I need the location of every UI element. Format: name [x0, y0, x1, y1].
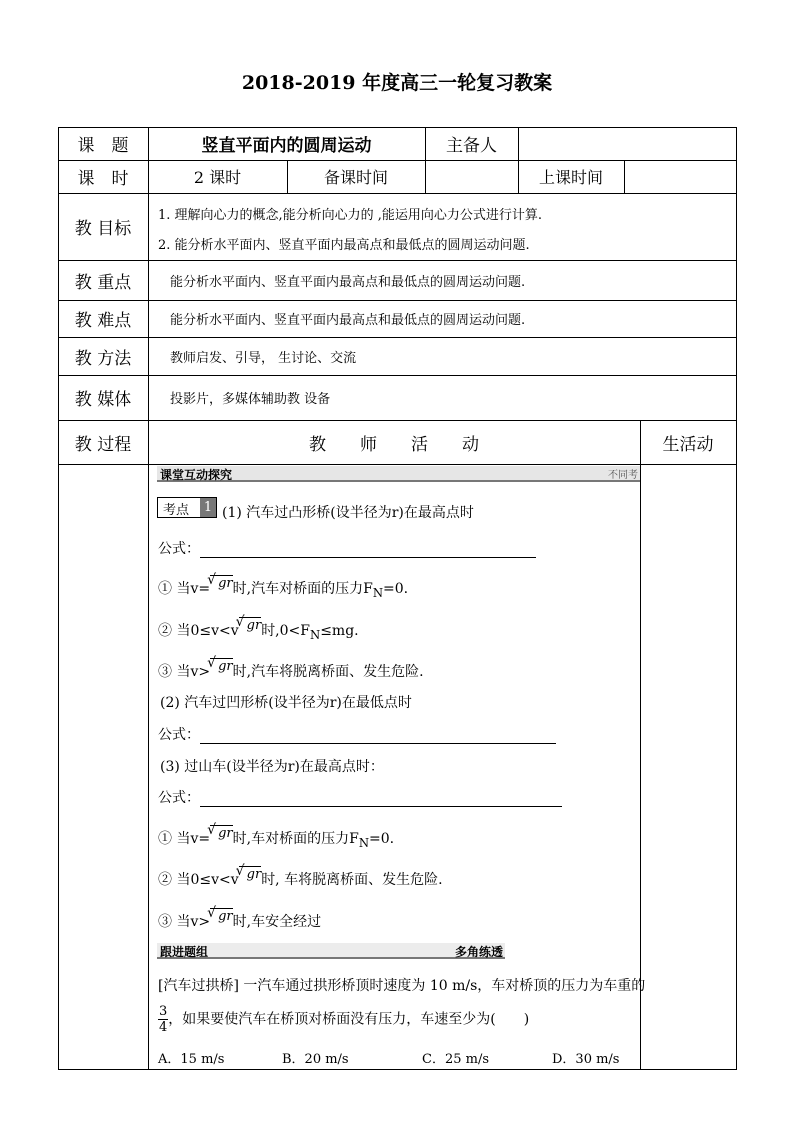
- goal-item: 2. 能分析水平面内、竖直平面内最高点和最低点的圆周运动问题.: [158, 238, 530, 253]
- difficulties-text: 能分析水平面内、竖直平面内最高点和最低点的圆周运动问题.: [170, 313, 526, 328]
- sqrt-gr: √ gr: [239, 617, 262, 633]
- sqrt-gr: √ gr: [210, 825, 233, 841]
- section-banner-right: 不同考: [608, 470, 638, 481]
- preparer-label: 主备人: [446, 136, 497, 156]
- section-banner-title: 课堂互动探究: [160, 468, 233, 482]
- q3-condition-a: ① 当v=√ gr时,车对桥面的压力$F_N=0$.: [158, 828, 394, 850]
- formula-label: 公式：: [158, 541, 200, 557]
- kaodian-badge: [157, 497, 217, 518]
- problem-text: [汽车过拱桥] 一汽车通过拱形桥顶时速度为 10 m/s，车对桥顶的压力为车重的: [158, 978, 646, 994]
- difficulties-label: 教 难点: [74, 311, 132, 331]
- formula-blank: [200, 806, 562, 807]
- sqrt-gr: √ gr: [239, 866, 262, 882]
- class-time-label: 上课时间: [538, 168, 603, 187]
- goal-item: 1. 理解向心力的概念,能分析向心力的 ,能运用向心力公式进行计算.: [158, 208, 543, 223]
- kaodian-label: 考点: [163, 503, 190, 518]
- q1-condition-a: ① 当v=√ gr时,汽车对桥面的压力$F_N=0$.: [158, 578, 408, 600]
- option-c: C．25 m/s: [422, 1052, 489, 1067]
- topic-label: 课 题: [77, 136, 129, 156]
- option-a: A．15 m/s: [158, 1052, 225, 1067]
- problem-continuation: $\frac{3}{4}$ ，如果要使汽车在桥顶对桥面没有压力，车速至少为( ): [159, 1004, 530, 1035]
- key-points-label: 教 重点: [74, 272, 132, 293]
- question-2: (2) 汽车过凹形桥(设半径为r)在最低点时: [160, 695, 412, 711]
- hours-value: 2 课时: [193, 168, 242, 187]
- prep-time-label: 备课时间: [323, 168, 388, 187]
- question-3: (3) 过山车(设半径为r)在最高点时：: [160, 759, 384, 775]
- q3-condition-c: ③ 当v>√ gr时,车安全经过: [158, 911, 321, 931]
- question-1: (1) 汽车过凸形桥(设半径为r)在最高点时: [222, 505, 474, 521]
- preparer-value: [518, 127, 736, 160]
- formula-blank: [200, 557, 536, 558]
- q1-condition-c: ③ 当v>√ gr时,汽车将脱离桥面、发生危险.: [158, 661, 424, 681]
- formula-line-2: 公式：: [158, 724, 556, 744]
- key-points-text: 能分析水平面内、竖直平面内最高点和最低点的圆周运动问题.: [170, 274, 526, 290]
- sqrt-gr: √ gr: [210, 575, 233, 591]
- student-activity-header: 生活动: [662, 434, 714, 455]
- goals-label: 教 目标: [74, 219, 132, 239]
- formula-blank: [200, 743, 556, 744]
- practice-banner: [157, 943, 505, 959]
- formula-line-1: [158, 538, 536, 558]
- media-label: 教 媒体: [74, 390, 132, 410]
- document-title: 2018-2019 年度高三一轮复习教案: [241, 72, 553, 94]
- option-b: B．20 m/s: [282, 1052, 349, 1067]
- formula-line-3: 公式：: [158, 787, 562, 807]
- teacher-activity-header: 教 师 活 动: [309, 434, 479, 455]
- class-time-value: [624, 160, 736, 193]
- hours-label: 课 时: [77, 169, 129, 189]
- methods-text: 教师启发、引导， 生讨论、交流: [170, 350, 357, 366]
- fraction: $\frac{3}{4}$: [159, 1004, 168, 1035]
- methods-label: 教 方法: [74, 348, 132, 369]
- prep-time-value: [425, 160, 518, 193]
- topic-value: 竖直平面内的圆周运动: [201, 136, 372, 156]
- practice-banner-title: 跟进题组: [160, 945, 209, 959]
- q1-condition-b: ② 当0≤v<v√ gr时$,0<F_N\le mg$.: [158, 620, 359, 642]
- section-banner: [157, 466, 640, 482]
- process-label: 教 过程: [74, 434, 132, 455]
- sqrt-gr: √ gr: [210, 658, 233, 674]
- q3-condition-b: ② 当0≤v<v√ gr时, 车将脱离桥面、发生危险.: [158, 869, 443, 889]
- practice-banner-right: 多角练透: [454, 945, 503, 959]
- option-d: D．30 m/s: [552, 1052, 620, 1067]
- media-text: 投影片，多媒体辅助教 设备: [170, 392, 331, 407]
- sqrt-gr: √ gr: [210, 908, 233, 924]
- kaodian-number: 1: [200, 498, 216, 517]
